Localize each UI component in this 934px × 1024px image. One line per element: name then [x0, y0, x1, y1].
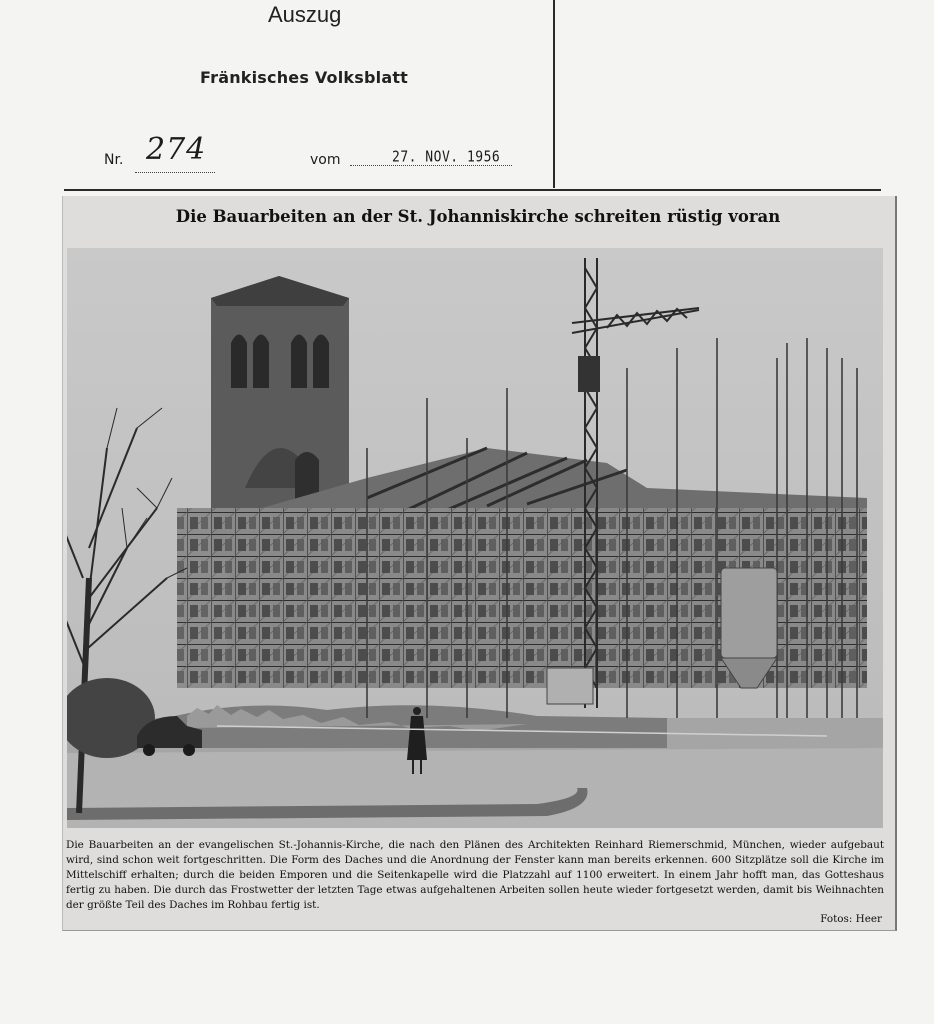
issue-number-value: 274 [146, 132, 207, 167]
stamp-vertical-divider [553, 0, 555, 188]
date-label: vom [310, 152, 341, 168]
issue-number-label: Nr. [104, 152, 124, 168]
stamp-horizontal-divider [64, 189, 881, 191]
date-stamp: 27. NOV. 1956 [392, 148, 501, 167]
article-caption: Die Bauarbeiten an der evangelischen St.-Johannis-Kirche, die nach den Plänen des Architekten Reinhard Riemerschmid, München, wieder aufgebaut wird, sind schon weit fortgeschritten. Die Form des Daches und die Anordnung der Fenster kann man bereits erkennen. 600 Sitzplätze soll die Kirche im Mittelschiff erhalten; durch die beiden Emporen und die Seitenkapelle wird die Platzzahl auf 1100 erweitert. In einem Jahr hofft man, das Gotteshaus fertig zu haben. Die durch das Frostwetter der letzten Tage etwas aufgehaltenen Arbeiten sollen heute wieder fortgesetzt werden, damit bis Weihnachten der größte Teil des Daches im Rohbau fertig ist. [66, 839, 884, 911]
newspaper-name: Fränkisches Volksblatt [200, 68, 409, 87]
construction-photo [67, 248, 883, 828]
issue-number-dotted-line [135, 172, 215, 173]
photo-credit: Fotos: Heer [820, 913, 882, 925]
stamp-title: Auszug [268, 2, 342, 27]
article-headline: Die Bauarbeiten an der St. Johanniskirche schreiten rüstig voran [175, 207, 781, 226]
